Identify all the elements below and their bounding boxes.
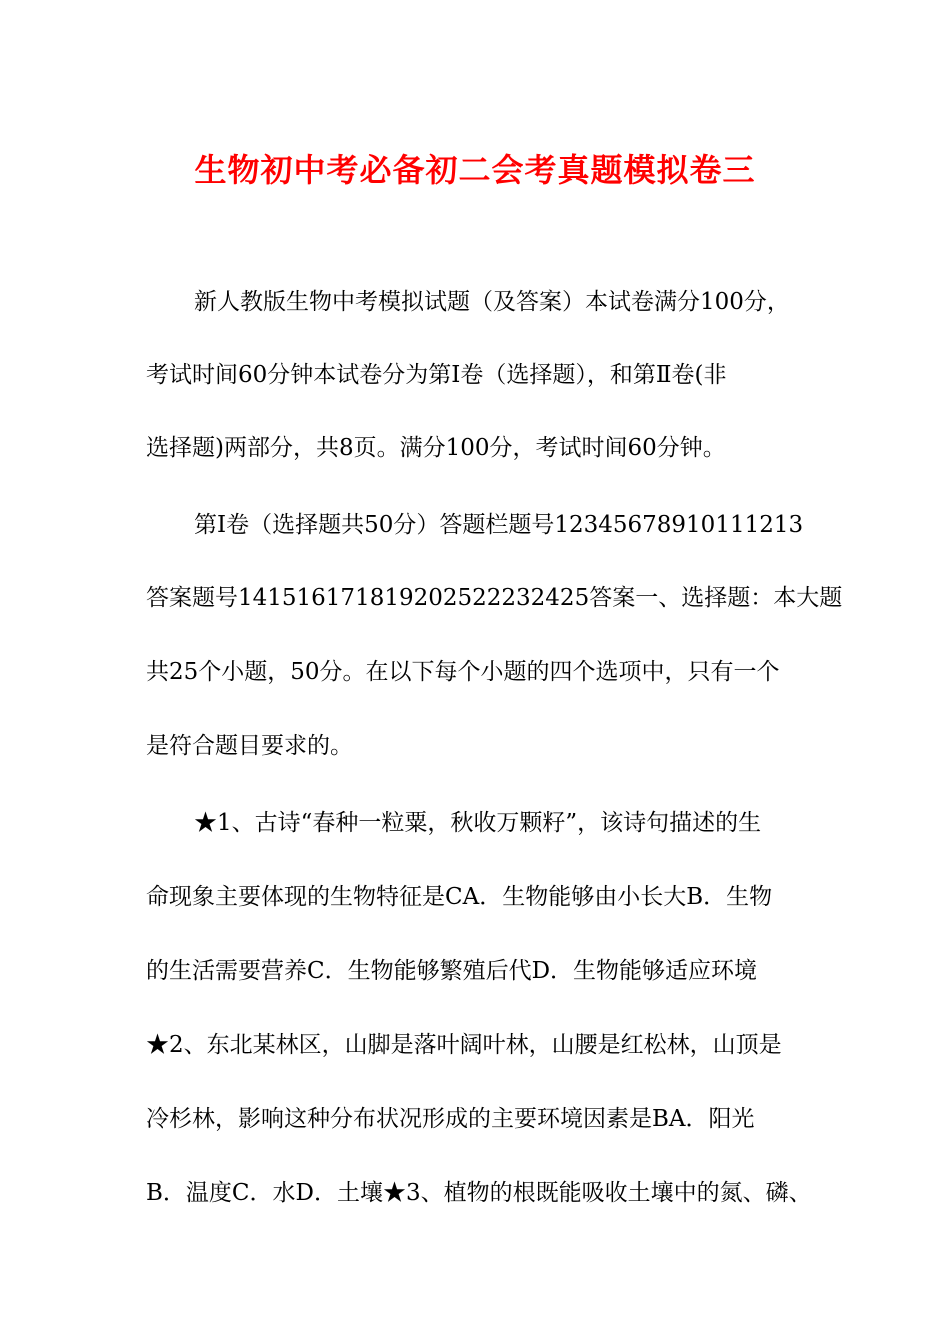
question-line: 命现象主要体现的生物特征是CA．生物能够由小长大B．生物 bbox=[146, 884, 773, 910]
paragraph-line: 共25个小题，50分。在以下每个小题的四个选项中，只有一个 bbox=[146, 659, 780, 685]
paragraph-line: 第Ⅰ卷（选择题共50分）答题栏题号12345678910111213 bbox=[194, 512, 804, 538]
paragraph-line: 选择题)两部分，共8页。满分100分，考试时间60分钟。 bbox=[146, 435, 726, 461]
question-line: 冷杉林，影响这种分布状况形成的主要环境因素是BA．阳光 bbox=[146, 1106, 755, 1132]
question-line: ★1、古诗“春种一粒粟，秋收万颗籽”，该诗句描述的生 bbox=[194, 810, 762, 836]
paragraph-line: 答案题号141516171819202522232425答案一、选择题：本大题 bbox=[146, 585, 843, 611]
paragraph-line: 是符合题目要求的。 bbox=[146, 733, 353, 759]
document-title: 生物初中考必备初二会考真题模拟卷三 bbox=[194, 151, 756, 189]
paragraph-line: 新人教版生物中考模拟试题（及答案）本试卷满分100分， bbox=[194, 289, 790, 315]
question-line: B．温度C．水D．土壤★3、植物的根既能吸收土壤中的氮、磷、 bbox=[146, 1180, 812, 1206]
paragraph-line: 考试时间60分钟本试卷分为第Ⅰ卷（选择题），和第Ⅱ卷(非 bbox=[146, 362, 727, 388]
question-line: 的生活需要营养C．生物能够繁殖后代D．生物能够适应环境 bbox=[146, 958, 758, 984]
document-body bbox=[146, 0, 843, 1344]
question-line: ★2、东北某林区，山脚是落叶阔叶林，山腰是红松林，山顶是 bbox=[146, 1032, 782, 1058]
